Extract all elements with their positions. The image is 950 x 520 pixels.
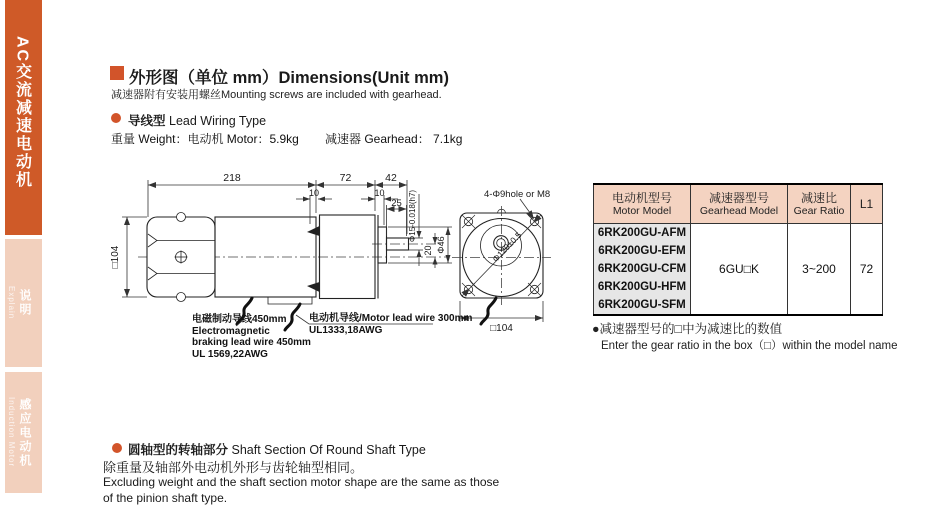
table-row-model: 6RK200GU-EFM — [598, 245, 686, 257]
gearhead-model-value: 6GU□K — [690, 224, 787, 314]
sidebar-tab-ac-gear-motor-label: AC交流减速电动机 — [13, 36, 31, 190]
dim-motor-length: 218 — [223, 172, 241, 184]
brake-wire-label — [192, 314, 311, 360]
dim-hole-diagonal: Φ120±0.5 — [490, 229, 524, 264]
table-note-en: Enter the gear ratio in the box（□）within the model name — [601, 340, 898, 352]
table-header-gearhead-model-zh: 减速器型号 — [708, 191, 769, 205]
page-subtitle-zh: 减速器附有安装用螺丝 — [111, 89, 221, 101]
dim-front-frame: □104 — [490, 323, 513, 334]
shaft-boss — [378, 227, 387, 263]
table-header-gearhead-model-en: Gearhead Model — [699, 205, 779, 217]
motor-wire-label — [309, 313, 472, 336]
motor-model-list — [593, 224, 690, 314]
lead-wiring-heading-zh: 导线型 — [128, 114, 166, 128]
dim-tab-offset: 10 — [308, 188, 320, 198]
bullet-icon — [112, 443, 122, 453]
hole-note-label: 4-Φ9hole or M8 — [484, 189, 551, 200]
motor-wire-label-line2: UL1333,18AWG — [309, 324, 383, 336]
front-view-wire — [481, 298, 496, 324]
shaft-section-body-en2: of the pinion shaft type. — [103, 491, 228, 505]
table-note-zh: ●减速器型号的□中为减速比的数值 — [592, 322, 783, 336]
dim-shaft-total: 42 — [385, 172, 397, 184]
dim-boss-length: 10 — [374, 188, 385, 198]
dim-shaft-usable: 25 — [391, 198, 402, 209]
table-header-motor-model — [593, 185, 690, 224]
brake-wire-label-line2: Electromagnetic — [192, 325, 270, 337]
shaft-section-heading — [128, 440, 426, 458]
mounting-tab — [307, 282, 320, 292]
page-subtitle-en: Mounting screws are included with gearhead. — [221, 89, 442, 101]
lead-wiring-heading-en: Lead Wiring Type — [165, 114, 267, 128]
table-row-model: 6RK200GU-AFM — [597, 227, 687, 239]
mounting-tab — [307, 226, 320, 236]
l1-value: 72 — [850, 224, 883, 314]
table-row-model: 6RK200GU-CFM — [597, 263, 687, 275]
shaft-section-body-zh: 除重量及轴部外电动机外形与齿轮轴型相同。 — [103, 460, 364, 475]
table-header-gearhead-model — [690, 185, 787, 224]
dim-boss-diameter: Φ46 — [436, 236, 446, 254]
table-header-gear-ratio-en: Gear Ratio — [793, 205, 845, 217]
table-header-l1-label: L1 — [859, 197, 874, 211]
sidebar-tab-explain-label-en: Explain — [7, 286, 16, 320]
weight-motor-text: 重量 Weight：电动机 Motor：5.9kg — [111, 132, 299, 146]
weight-gearhead-text: 减速器 Gearhead： 7.1kg — [325, 132, 463, 146]
spec-table — [593, 183, 883, 316]
table-header-motor-model-en: Motor Model — [612, 205, 672, 217]
brake-wire-label-line1: 电磁制动导线450mm — [192, 314, 287, 325]
shaft-section-body-en1: Excluding weight and the shaft section motor shape are the same as those — [103, 475, 500, 489]
table-row-model: 6RK200GU-SFM — [598, 299, 686, 311]
brake-wire-label-line4: UL 1569,22AWG — [192, 348, 268, 360]
dim-side-frame: □104 — [110, 245, 121, 269]
page-title-en: Dimensions(Unit mm) — [278, 69, 449, 87]
sidebar-tab-explain-label-zh: 说明 — [18, 289, 32, 317]
table-header-l1 — [850, 185, 883, 224]
dim-gearhead-length: 72 — [339, 172, 352, 184]
brake-wire-label-line3: braking lead wire 450mm — [192, 337, 311, 348]
sidebar-tab-induction-label-en: Induction Motor — [7, 397, 16, 468]
dim-shaft-offset: 20 — [423, 245, 433, 256]
motor-wire-label-line1: 电动机导线/Motor lead wire 300mm — [309, 313, 473, 324]
shaft-section-heading-zh: 圆轴型的转轴部分 — [128, 443, 229, 457]
table-header-gear-ratio — [787, 185, 850, 224]
dim-shaft-diameter: Φ15-0.018(h7) — [408, 189, 417, 243]
gear-ratio-value: 3~200 — [787, 224, 850, 314]
table-row-model: 6RK200GU-HFM — [597, 281, 687, 293]
terminal-cover — [268, 297, 312, 304]
table-header-motor-model-zh: 电动机型号 — [611, 191, 672, 205]
sidebar-tab-induction-label-zh: 感应电动机 — [18, 397, 32, 468]
page-title-zh: 外形图（单位 mm） — [129, 69, 279, 87]
table-header-gear-ratio-zh: 减速比 — [800, 191, 837, 205]
shaft-section-heading-en: Shaft Section Of Round Shaft Type — [228, 443, 426, 457]
